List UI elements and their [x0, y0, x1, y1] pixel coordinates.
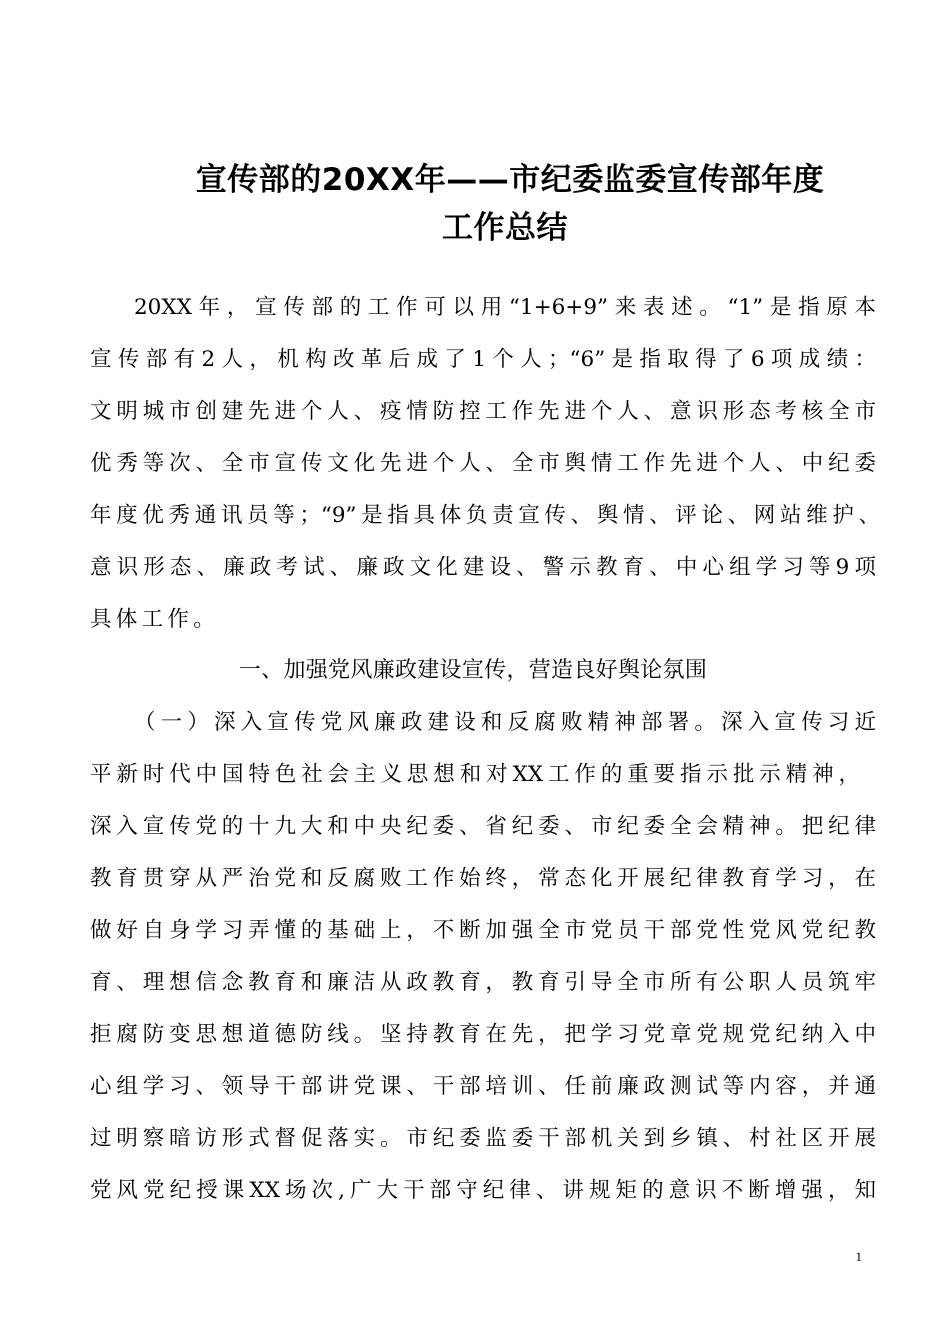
document-title-line-2: 工作总结: [442, 210, 568, 246]
intro-line-3: 文明城市创建先进个人、疫情防控工作先进个人、意识形态考核全市: [90, 399, 876, 424]
section-line-5: 做好自身学习弄懂的基础上，不断加强全市党员干部党性党风党纪教: [90, 918, 876, 943]
intro-line-5: 年度优秀通讯员等；“9”是指具体负责宣传、舆情、评论、网站维护、: [90, 503, 880, 528]
section-line-9: 过明察暗访形式督促落实。市纪委监委干部机关到乡镇、村社区开展: [90, 1126, 876, 1151]
section-line-3: 深入宣传党的十九大和中央纪委、省纪委、市纪委全会精神。把纪律: [90, 814, 876, 839]
section-line-6: 育、理想信念教育和廉洁从政教育，教育引导全市所有公职人员筑牢: [90, 970, 876, 995]
intro-line-7: 具体工作。: [90, 607, 220, 632]
section-line-7: 拒腐防变思想道德防线。坚持教育在先，把学习党章党规党纪纳入中: [90, 1022, 876, 1047]
section-heading: 一、加强党风廉政建设宣传，营造良好舆论氛围: [238, 658, 708, 683]
section-line-2: 平新时代中国特色社会主义思想和对XX工作的重要指示批示精神，: [90, 762, 860, 787]
intro-line-4: 优秀等次、全市宣传文化先进个人、全市舆情工作先进个人、中纪委: [90, 451, 876, 476]
intro-line-6: 意识形态、廉政考试、廉政文化建设、警示教育、中心组学习等9项: [90, 555, 876, 580]
section-line-8: 心组学习、领导干部讲党课、干部培训、任前廉政测试等内容，并通: [90, 1074, 876, 1099]
section-line-4: 教育贯穿从严治党和反腐败工作始终，常态化开展纪律教育学习，在: [90, 866, 876, 891]
section-line-10: 党风党纪授课XX场次,广大干部守纪律、讲规矩的意识不断增强，知: [90, 1178, 876, 1203]
intro-line-1: 20XX年，宣传部的工作可以用“1+6+9”来表述。“1”是指原本: [134, 295, 876, 320]
page-number: 1: [855, 1249, 862, 1264]
intro-line-2: 宣传部有2人，机构改革后成了1个人；“6”是指取得了6项成绩：: [90, 347, 876, 372]
section-line-1: （一）深入宣传党风廉政建设和反腐败精神部署。深入宣传习近: [134, 710, 876, 735]
document-title-line-1: 宣传部的20XX年——市纪委监委宣传部年度: [195, 162, 825, 198]
